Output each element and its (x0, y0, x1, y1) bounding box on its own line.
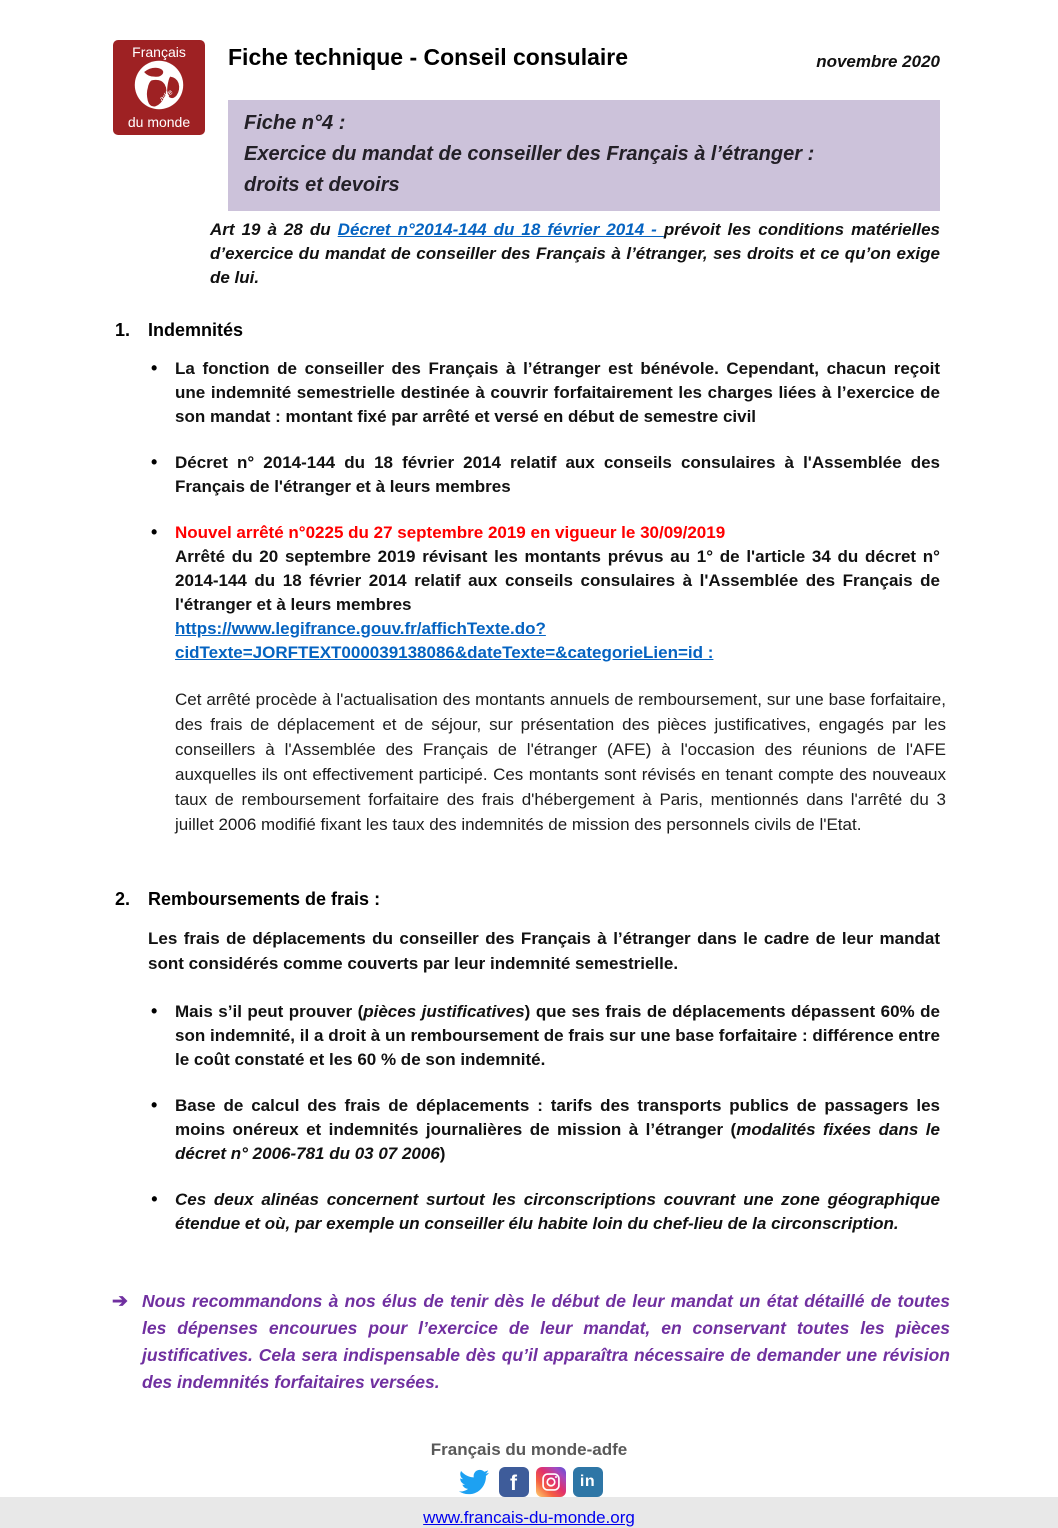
decree-description: Arrêté du 20 septembre 2019 révisant les montants prévus au 1° de l'article 34 du décret n° 2014-144 du 18 février 2014 relatif aux conseils consulaires à l'Assemblée des Français de l'étranger et à leurs membres (175, 547, 940, 614)
new-decree-alert (175, 521, 940, 545)
section-2-number: 2. (115, 889, 131, 909)
page-footer (0, 1440, 1058, 1528)
organization-name: Français du monde-adfe (430, 1440, 628, 1459)
bullet-text: Mais s’il peut prouver ( (175, 1002, 364, 1021)
recommendation-note (112, 1288, 950, 1396)
section-1-number: 1. (115, 320, 131, 340)
logo-text-bottom: du monde (127, 114, 191, 130)
bullet-text: Décret n° 2014-144 du 18 février 2014 relatif aux conseils consulaires à l'Assemblée des Français de l'étranger et à leurs membres (175, 453, 940, 496)
arrow-icon: ➔ (112, 1291, 128, 1312)
linkedin-icon[interactable]: in (573, 1467, 603, 1497)
alert-rest-text: n°0225 du 27 septembre 2019 en vigueur le 30/09/2019 (283, 523, 726, 542)
bullet-italic-text: modalités fixées dans le décret n° 2006-781 du 03 07 2006 (175, 1120, 940, 1163)
globe-icon (131, 58, 187, 117)
intro-text: Les frais de déplacements du conseiller des Français à l’étranger dans le cadre de leur mandat sont considérés comme (148, 929, 940, 973)
list-item (175, 1188, 940, 1236)
banner-line-3: droits et devoirs (244, 174, 400, 196)
alert-lead-text: Nouvel arrêté (175, 523, 284, 542)
recommendation-text: Nous recommandons à nos élus de tenir dès le début de leur mandat un état détaillé de toutes les dépenses encourues pour l’exercice de leur mandat, en conservant toutes les pièces justificatives. Cela sera indispensable dès qu’il apparaîtra nécessaire de demander une révision des indemnités forfaitaires versées. (142, 1291, 950, 1392)
banner-line-1: Fiche n°4 : (244, 112, 346, 134)
intro-bold-text: couverts par leur indemnité semestrielle (347, 954, 674, 973)
fiche-banner (228, 100, 940, 211)
document-body (0, 218, 1058, 1528)
list-item (175, 521, 940, 665)
francais-du-monde-logo (113, 40, 205, 135)
intro-paragraph (210, 218, 940, 290)
page-title: Fiche technique - Conseil consulaire (228, 44, 629, 70)
bullet-text: ) que ses frais de déplacements dépassent 60% de son indemnité, il a droit à un remboursement de frais sur une base forfaitaire : différence entre le coût constaté et les 60 % de son indemnité. (175, 1002, 940, 1069)
document-date: novembre 2020 (816, 52, 940, 71)
banner-line-2: Exercice du mandat de conseiller des Français à l’étranger : (244, 143, 815, 165)
twitter-icon[interactable] (456, 1467, 492, 1497)
list-item (175, 357, 940, 429)
section-1-title: Indemnités (148, 320, 244, 340)
website-link[interactable]: www.francais-du-monde.org (423, 1508, 635, 1527)
legifrance-link[interactable]: https://www.legifrance.gouv.fr/affichTexte.do?cidTexte=JORFTEXT000039138086&dateTexte=&categorieLien=id : (175, 619, 714, 662)
decret-2014-link[interactable]: Décret n°2014-144 du 18 février 2014 - (337, 220, 664, 239)
facebook-icon[interactable]: f (499, 1467, 529, 1497)
section-1-heading (115, 320, 1058, 341)
instagram-icon[interactable] (536, 1467, 566, 1497)
intro-text-post: prévoit les conditions matérielles d’exercice du mandat de conseiller des Français à l’étranger, ses droits et ce qu’on exige de lui. (210, 220, 940, 287)
bullet-italic-text: pièces justificatives (363, 1002, 525, 1021)
section-2-intro (148, 926, 940, 976)
bullet-text: Ces deux alinéas concernent surtout les circonscriptions couvrant une zone géographique étendue et où, par exemple un conseiller élu habite loin du chef-lieu de la circonscription. (175, 1190, 940, 1233)
bullet-text: Base de calcul des frais de déplacements : tarifs des transports publics de passagers les moins onéreux et indemnités journalières de mission à l’étranger ( (175, 1096, 940, 1139)
bullet-text: . Cependant, chacun reçoit une indemnité semestrielle destinée à couvrir forfaitairement les charges liées à l’exercice de son mandat : montant fixé par arrêté et versé en début de semestre civil (175, 359, 941, 426)
bullet-text: ) (439, 1144, 446, 1163)
section-1-bullets (175, 357, 940, 665)
intro-text: . (673, 954, 679, 973)
section-2-heading (115, 889, 1058, 910)
section-2-title: Remboursements de frais : (148, 889, 381, 909)
list-item (175, 1000, 940, 1072)
logo-text-top: Français (132, 44, 186, 60)
social-icons-row (0, 1465, 1058, 1499)
section-1-paragraph: Cet arrêté procède à l'actualisation des montants annuels de remboursement, sur une base forfaitaire, des frais de déplacement et de séjour, sur présentation des pièces justificatives, engagés par les conseillers à l'Assemblée des Français de l'étranger (AFE) à l'occasion des réunions de l'AFE auxquelles ils ont effectivement participé. Ces montants sont révisés en tenant compte des nouveaux taux de remboursement forfaitaire des frais d'hébergement à Paris, mentionnés dans l'arrêté du 3 juillet 2006 modifié fixant les taux des indemnités de mission des personnels civils de l'Etat. (175, 690, 946, 834)
list-item (175, 1094, 940, 1166)
bullet-text: La fonction de conseiller des Français à l’étranger est (175, 359, 641, 378)
svg-text:adfe: adfe (157, 87, 175, 104)
list-item (175, 451, 940, 499)
section-2-bullets (175, 1000, 940, 1236)
bullet-bold-text: bénévole (640, 359, 715, 378)
intro-text-pre: Art 19 à 28 du (210, 220, 338, 239)
